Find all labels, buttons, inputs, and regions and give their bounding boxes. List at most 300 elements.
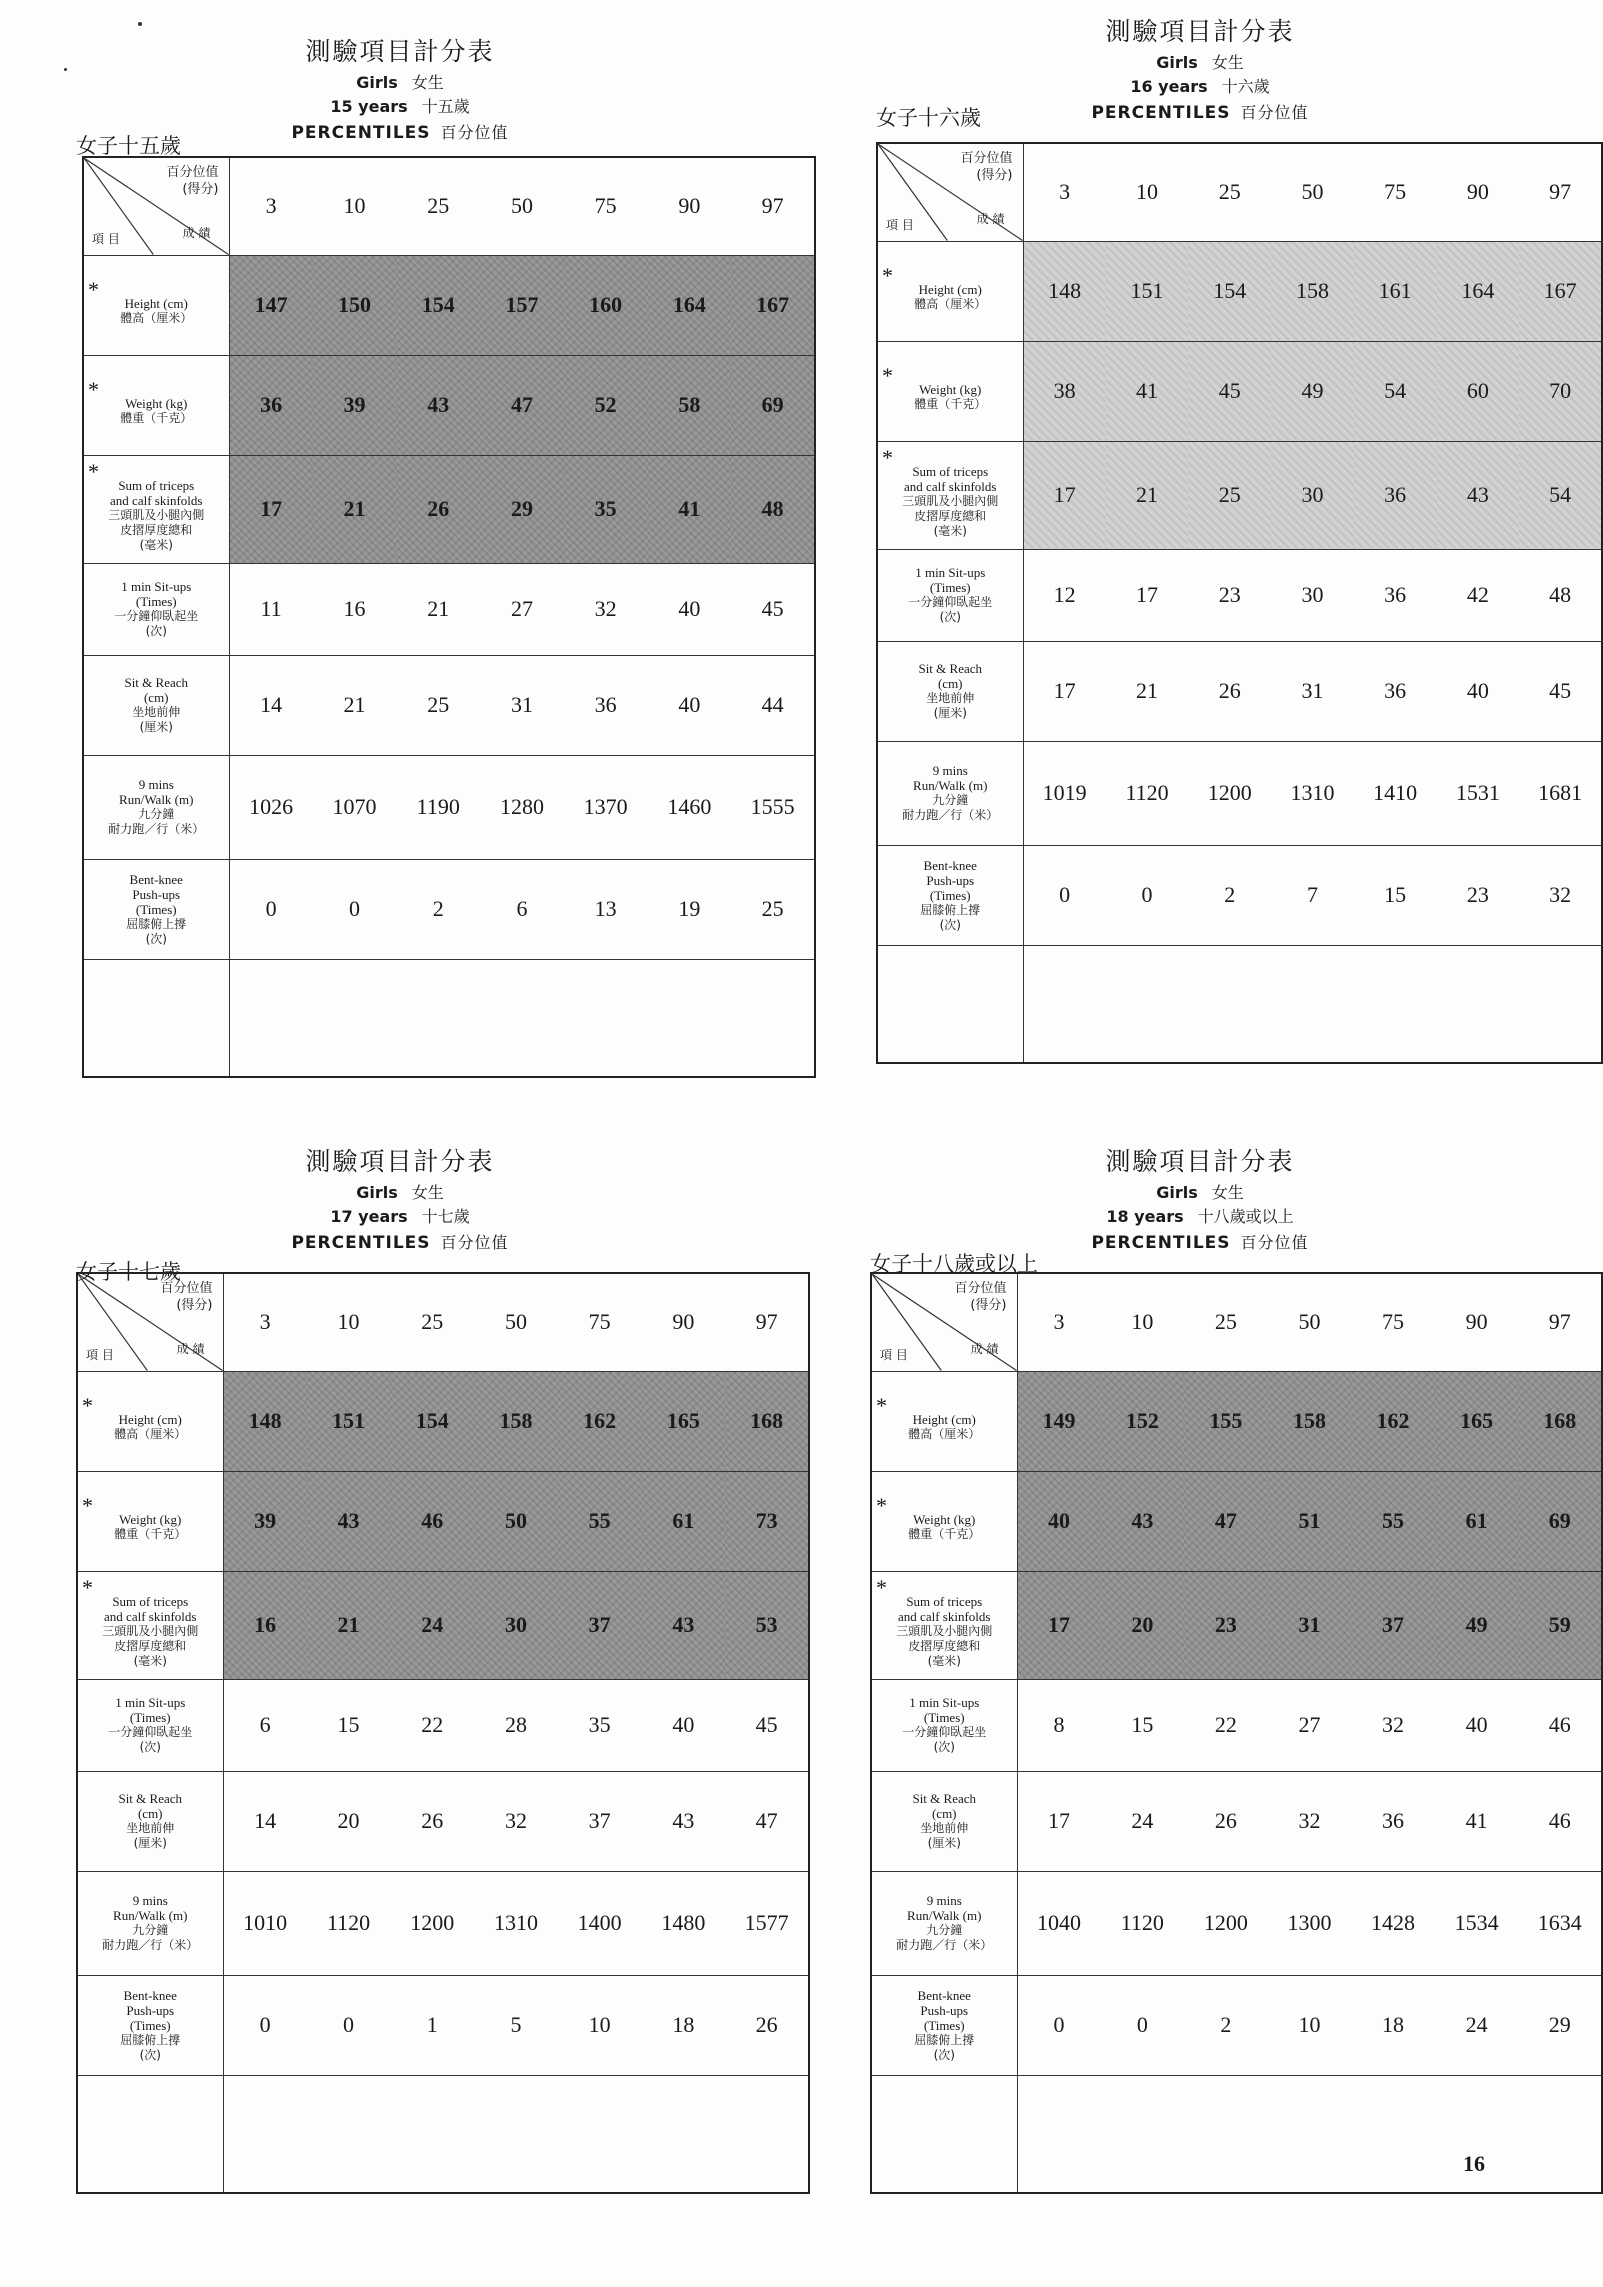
row-label-situps [83, 563, 229, 655]
corner-item-label: 項 目 [880, 1347, 908, 1362]
percentile-header: 50 [1271, 143, 1354, 241]
sheet-age-label: 女子十六歲 [876, 106, 981, 130]
score-cell: 54 [1519, 441, 1602, 549]
label-zh: 三頭肌及小腿內側 [902, 493, 999, 508]
label-en: (Times) [129, 2017, 171, 2033]
label-zh: (次) [145, 624, 167, 638]
score-cell: 44 [731, 655, 815, 755]
score-cell: 37 [558, 1771, 642, 1871]
label-en: Height (cm) [124, 296, 188, 311]
percentiles-en: PERCENTILES [291, 1233, 431, 1253]
row-pushups [877, 845, 1602, 945]
label-en: and calf skinfolds [110, 492, 203, 508]
corner-cell [83, 157, 229, 255]
score-cell: 25 [1188, 441, 1271, 549]
percentiles-en: PERCENTILES [1091, 103, 1231, 123]
sheet-age-label: 女子十五歲 [76, 134, 181, 158]
row-label-run [77, 1871, 223, 1975]
label-zh: 皮摺厚度總和 [120, 522, 193, 537]
score-cell: 36 [564, 655, 648, 755]
row-label-run [877, 741, 1023, 845]
row-label-height [77, 1371, 223, 1471]
label-en: (Times) [129, 1710, 171, 1725]
score-cell: 69 [1518, 1471, 1602, 1571]
score-cell: 31 [480, 655, 564, 755]
sheet-header [840, 1130, 1560, 1276]
label-zh: (毫米) [933, 523, 967, 538]
percentile-header: 75 [564, 157, 648, 255]
score-cell: 167 [731, 255, 815, 355]
score-cell: 49 [1435, 1571, 1519, 1679]
label-zh: (厘米) [933, 706, 967, 720]
corner-result-label: 成 績 [176, 1341, 205, 1356]
score-cell: 20 [307, 1771, 391, 1871]
score-cell: 21 [313, 455, 397, 563]
score-cell: 36 [229, 355, 313, 455]
score-cell: 46 [1518, 1679, 1602, 1771]
score-cell: 31 [1271, 641, 1354, 741]
percentile-header: 97 [1519, 143, 1602, 241]
percentiles-zh: 百分位值 [440, 1233, 509, 1252]
score-cell: 36 [1351, 1771, 1435, 1871]
percentile-header: 3 [223, 1273, 307, 1371]
label-zh: 九分鐘 [138, 807, 175, 821]
label-zh: 屈膝俯上撐 [920, 902, 981, 917]
percentile-header: 75 [558, 1273, 642, 1371]
score-cell: 24 [1101, 1771, 1185, 1871]
score-cell: 43 [642, 1771, 726, 1871]
label-en: Height (cm) [118, 1412, 182, 1427]
sheet-header [40, 20, 760, 160]
label-en: Push-ups [926, 872, 975, 888]
label-en: Sit & Reach [912, 1791, 977, 1806]
score-cell: 47 [1184, 1471, 1268, 1571]
label-zh: (次) [939, 917, 961, 932]
percentile-header: 3 [1023, 143, 1106, 241]
asterisk: * [88, 377, 99, 402]
sheet-gender [40, 70, 760, 93]
score-cell: 40 [648, 563, 732, 655]
score-table [76, 1272, 810, 2194]
corner-cell [77, 1273, 223, 1371]
score-cell: 12 [1023, 549, 1106, 641]
row-situps [77, 1679, 809, 1771]
label-zh: 皮摺厚度總和 [114, 1638, 187, 1653]
score-cell: 154 [390, 1371, 474, 1471]
row-label-height [871, 1371, 1017, 1471]
score-cell: 25 [731, 859, 815, 959]
score-cell: 1681 [1519, 741, 1602, 845]
sheet-title: 測驗項目計分表 [305, 1147, 495, 1176]
corner-result-label: 成 績 [970, 1341, 999, 1356]
gender-en: Girls [1156, 53, 1198, 72]
score-cell: 1555 [731, 755, 815, 859]
score-cell: 45 [1519, 641, 1602, 741]
percentile-header-row [871, 1273, 1602, 1371]
percentile-header: 10 [307, 1273, 391, 1371]
score-cell: 32 [1351, 1679, 1435, 1771]
asterisk: * [876, 1493, 887, 1518]
row-sitreach [871, 1771, 1602, 1871]
label-zh: (次) [139, 2047, 161, 2062]
row-label-situps [871, 1679, 1017, 1771]
score-table [876, 142, 1603, 1064]
label-en: Sum of triceps [912, 463, 989, 479]
score-table [82, 156, 816, 1078]
row-run [77, 1871, 809, 1975]
score-cell: 148 [223, 1371, 307, 1471]
score-cell: 149 [1017, 1371, 1101, 1471]
row-weight [871, 1471, 1602, 1571]
label-zh: 體高（厘米） [908, 1427, 981, 1441]
row-run [871, 1871, 1602, 1975]
score-cell: 1120 [307, 1871, 391, 1975]
percentile-header: 25 [1184, 1273, 1268, 1371]
score-cell: 20 [1101, 1571, 1185, 1679]
percentile-header: 50 [480, 157, 564, 255]
label-zh: 耐力跑／行（米） [108, 822, 205, 836]
sheet-gender [840, 50, 1560, 73]
percentile-header: 3 [1017, 1273, 1101, 1371]
score-cell: 2 [1188, 845, 1271, 945]
label-en: and calf skinfolds [898, 1608, 991, 1624]
label-zh: 九分鐘 [932, 793, 969, 807]
score-cell: 1190 [396, 755, 480, 859]
score-cell: 47 [480, 355, 564, 455]
score-cell: 0 [1023, 845, 1106, 945]
score-cell: 165 [1435, 1371, 1519, 1471]
label-zh: 體重（千克） [908, 1527, 981, 1541]
score-cell: 19 [648, 859, 732, 959]
row-situps [871, 1679, 1602, 1771]
sheet-percentiles-heading [40, 1230, 760, 1253]
score-cell: 58 [648, 355, 732, 455]
score-cell: 1200 [390, 1871, 474, 1975]
label-en: 1 min Sit-ups [115, 1695, 186, 1710]
percentile-header: 10 [1106, 143, 1189, 241]
score-cell: 157 [480, 255, 564, 355]
label-en: Run/Walk (m) [913, 778, 988, 793]
label-en: and calf skinfolds [904, 478, 997, 494]
label-en: Height (cm) [912, 1412, 976, 1427]
corner-result-label: 成 績 [976, 211, 1005, 226]
corner-top: 百分位值 [160, 1281, 213, 1296]
score-cell: 17 [1017, 1571, 1101, 1679]
row-run [83, 755, 815, 859]
sheet-gender [840, 1180, 1560, 1203]
label-en: Sum of triceps [906, 1593, 983, 1609]
label-zh: (次) [933, 2047, 955, 2062]
row-label-run [871, 1871, 1017, 1975]
score-cell: 46 [1518, 1771, 1602, 1871]
score-cell: 15 [1354, 845, 1437, 945]
score-cell: 31 [1268, 1571, 1352, 1679]
label-zh: 一分鐘仰臥起坐 [114, 609, 199, 623]
score-cell: 1300 [1268, 1871, 1352, 1975]
row-height [83, 255, 815, 355]
sheet-header [40, 1130, 760, 1284]
score-cell: 40 [1017, 1471, 1101, 1571]
score-cell: 1200 [1184, 1871, 1268, 1975]
label-en: Run/Walk (m) [113, 1908, 188, 1923]
label-en: Sum of triceps [112, 1593, 189, 1609]
label-zh: 坐地前伸 [926, 691, 975, 705]
row-label-sitreach [77, 1771, 223, 1871]
age-zh: 十六歲 [1221, 77, 1270, 96]
score-cell: 47 [725, 1771, 809, 1871]
percentile-header: 50 [474, 1273, 558, 1371]
label-en: (cm) [143, 690, 169, 705]
percentile-header: 90 [1435, 1273, 1519, 1371]
score-cell: 52 [564, 355, 648, 455]
score-cell: 1280 [480, 755, 564, 859]
score-cell: 32 [1519, 845, 1602, 945]
row-weight [877, 341, 1602, 441]
age-zh: 十五歲 [421, 97, 470, 116]
percentiles-zh: 百分位值 [440, 123, 509, 142]
row-label-skinfold [77, 1571, 223, 1679]
row-label-pushups [77, 1975, 223, 2075]
score-cell: 43 [1437, 441, 1520, 549]
corner-percentile-label [160, 1280, 212, 1314]
label-en: 1 min Sit-ups [909, 1695, 980, 1710]
row-sitreach [77, 1771, 809, 1871]
row-skinfold [871, 1571, 1602, 1679]
label-en: (Times) [135, 901, 177, 917]
score-cell: 154 [1188, 241, 1271, 341]
sheet-title: 測驗項目計分表 [305, 37, 495, 66]
score-cell: 24 [390, 1571, 474, 1679]
blank-row [877, 945, 1602, 1063]
percentile-header: 90 [642, 1273, 726, 1371]
percentile-header: 10 [313, 157, 397, 255]
score-cell: 14 [229, 655, 313, 755]
sheet-age [840, 74, 1560, 97]
label-en: 9 mins [926, 1893, 962, 1908]
score-cell: 48 [1519, 549, 1602, 641]
score-cell: 17 [1023, 641, 1106, 741]
row-label-pushups [871, 1975, 1017, 2075]
corner-item-label: 項 目 [886, 217, 914, 232]
score-cell: 1026 [229, 755, 313, 859]
blank-label-cell [877, 945, 1023, 1063]
row-label-weight [877, 341, 1023, 441]
score-cell: 162 [558, 1371, 642, 1471]
label-en: Weight (kg) [919, 382, 982, 397]
label-en: (Times) [923, 2017, 965, 2033]
corner-item-label: 項 目 [92, 231, 120, 246]
score-cell: 38 [1023, 341, 1106, 441]
label-en: Weight (kg) [119, 1512, 182, 1527]
score-cell: 29 [480, 455, 564, 563]
sheet-age [40, 94, 760, 117]
corner-top2: (得分) [176, 1298, 213, 1313]
blank-row [871, 2075, 1602, 2193]
row-label-pushups [877, 845, 1023, 945]
label-zh: 三頭肌及小腿內側 [896, 1623, 993, 1638]
score-cell: 36 [1354, 441, 1437, 549]
score-cell: 0 [229, 859, 313, 959]
label-zh: 體高（厘米） [914, 297, 987, 311]
corner-top: 百分位值 [954, 1281, 1007, 1296]
percentile-header: 90 [1437, 143, 1520, 241]
label-en: (cm) [937, 676, 963, 691]
row-label-sitreach [871, 1771, 1017, 1871]
score-cell: 17 [1023, 441, 1106, 549]
score-cell: 49 [1271, 341, 1354, 441]
age-zh: 十七歲 [421, 1207, 470, 1226]
age-en: 15 years [330, 97, 408, 116]
score-cell: 164 [1437, 241, 1520, 341]
score-cell: 26 [1184, 1771, 1268, 1871]
label-zh: 一分鐘仰臥起坐 [908, 595, 993, 609]
percentile-header: 50 [1268, 1273, 1352, 1371]
score-cell: 60 [1437, 341, 1520, 441]
row-label-pushups [83, 859, 229, 959]
score-cell: 59 [1518, 1571, 1602, 1679]
row-label-skinfold [877, 441, 1023, 549]
label-en: (cm) [137, 1806, 163, 1821]
speck [138, 22, 142, 26]
score-cell: 35 [558, 1679, 642, 1771]
corner-item-label: 項 目 [86, 1347, 114, 1362]
asterisk: * [882, 363, 893, 388]
percentiles-en: PERCENTILES [291, 123, 431, 143]
row-label-run [83, 755, 229, 859]
label-zh: 九分鐘 [926, 1923, 963, 1937]
percentile-header: 25 [1188, 143, 1271, 241]
score-cell: 15 [1101, 1679, 1185, 1771]
score-cell: 48 [731, 455, 815, 563]
gender-zh: 女生 [411, 1183, 444, 1202]
label-en: Sit & Reach [918, 661, 983, 676]
gender-zh: 女生 [1211, 53, 1244, 72]
score-cell: 54 [1354, 341, 1437, 441]
score-cell: 1120 [1106, 741, 1189, 845]
label-zh: 屈膝俯上撐 [120, 2032, 181, 2047]
score-cell: 40 [648, 655, 732, 755]
score-cell: 168 [1518, 1371, 1602, 1471]
sheet-gender [40, 1180, 760, 1203]
label-en: Bent-knee [123, 1987, 177, 2003]
score-cell: 1531 [1437, 741, 1520, 845]
label-zh: 三頭肌及小腿內側 [102, 1623, 199, 1638]
score-cell: 0 [223, 1975, 307, 2075]
score-cell: 2 [1184, 1975, 1268, 2075]
score-cell: 21 [313, 655, 397, 755]
label-zh: (毫米) [927, 1653, 961, 1668]
score-cell: 43 [396, 355, 480, 455]
asterisk: * [88, 458, 99, 484]
score-cell: 151 [1106, 241, 1189, 341]
row-label-situps [77, 1679, 223, 1771]
percentile-header: 97 [1518, 1273, 1602, 1371]
label-en: Run/Walk (m) [907, 1908, 982, 1923]
score-cell: 37 [1351, 1571, 1435, 1679]
gender-en: Girls [356, 73, 398, 92]
row-label-height [877, 241, 1023, 341]
gender-en: Girls [1156, 1183, 1198, 1202]
label-zh: 一分鐘仰臥起坐 [902, 1725, 987, 1739]
score-cell: 46 [390, 1471, 474, 1571]
sheet-age-label: 女子十七歲 [76, 1260, 181, 1284]
label-zh: 體重（千克） [114, 1527, 187, 1541]
label-en: (Times) [923, 1710, 965, 1725]
score-cell: 51 [1268, 1471, 1352, 1571]
label-zh: 三頭肌及小腿內側 [108, 507, 205, 522]
corner-cell [877, 143, 1023, 241]
score-cell: 1040 [1017, 1871, 1101, 1975]
score-cell: 0 [313, 859, 397, 959]
score-cell: 43 [307, 1471, 391, 1571]
label-en: Run/Walk (m) [119, 792, 194, 807]
label-en: Bent-knee [917, 1987, 971, 2003]
blank-value-cell [223, 2075, 809, 2193]
score-cell: 24 [1435, 1975, 1519, 2075]
score-cell: 45 [1188, 341, 1271, 441]
score-cell: 30 [474, 1571, 558, 1679]
score-cell: 41 [1106, 341, 1189, 441]
score-cell: 162 [1351, 1371, 1435, 1471]
label-zh: 坐地前伸 [920, 1821, 969, 1835]
blank-value-cell [1017, 2075, 1602, 2193]
row-weight [77, 1471, 809, 1571]
asterisk: * [876, 1574, 887, 1600]
row-pushups [77, 1975, 809, 2075]
score-cell: 26 [390, 1771, 474, 1871]
score-cell: 55 [1351, 1471, 1435, 1571]
score-cell: 0 [307, 1975, 391, 2075]
score-cell: 50 [474, 1471, 558, 1571]
score-cell: 26 [725, 1975, 809, 2075]
label-zh: 耐力跑／行（米） [902, 808, 999, 822]
label-zh: 坐地前伸 [126, 1821, 175, 1835]
label-zh: 九分鐘 [132, 1923, 169, 1937]
score-cell: 42 [1437, 549, 1520, 641]
asterisk: * [82, 1393, 93, 1418]
score-cell: 0 [1017, 1975, 1101, 2075]
score-cell: 18 [642, 1975, 726, 2075]
score-cell: 158 [1271, 241, 1354, 341]
label-zh: (次) [933, 1740, 955, 1754]
score-cell: 26 [396, 455, 480, 563]
gender-zh: 女生 [411, 73, 444, 92]
label-zh: (毫米) [139, 537, 173, 552]
blank-label-cell [77, 2075, 223, 2193]
label-en: Height (cm) [918, 282, 982, 297]
score-cell: 39 [223, 1471, 307, 1571]
age-en: 17 years [330, 1207, 408, 1226]
row-label-sitreach [877, 641, 1023, 741]
corner-result-label: 成 績 [182, 225, 211, 240]
score-cell: 165 [642, 1371, 726, 1471]
row-label-weight [871, 1471, 1017, 1571]
row-label-weight [83, 355, 229, 455]
score-cell: 150 [313, 255, 397, 355]
score-cell: 29 [1518, 1975, 1602, 2075]
label-en: Sit & Reach [124, 675, 189, 690]
score-cell: 27 [1268, 1679, 1352, 1771]
score-cell: 55 [558, 1471, 642, 1571]
score-cell: 53 [725, 1571, 809, 1679]
label-zh: (厘米) [139, 720, 173, 734]
percentiles-zh: 百分位值 [1240, 1233, 1309, 1252]
score-cell: 22 [390, 1679, 474, 1771]
label-en: (Times) [135, 594, 177, 609]
asterisk: * [82, 1574, 93, 1600]
sheet-age [40, 1204, 760, 1227]
asterisk: * [882, 444, 893, 470]
